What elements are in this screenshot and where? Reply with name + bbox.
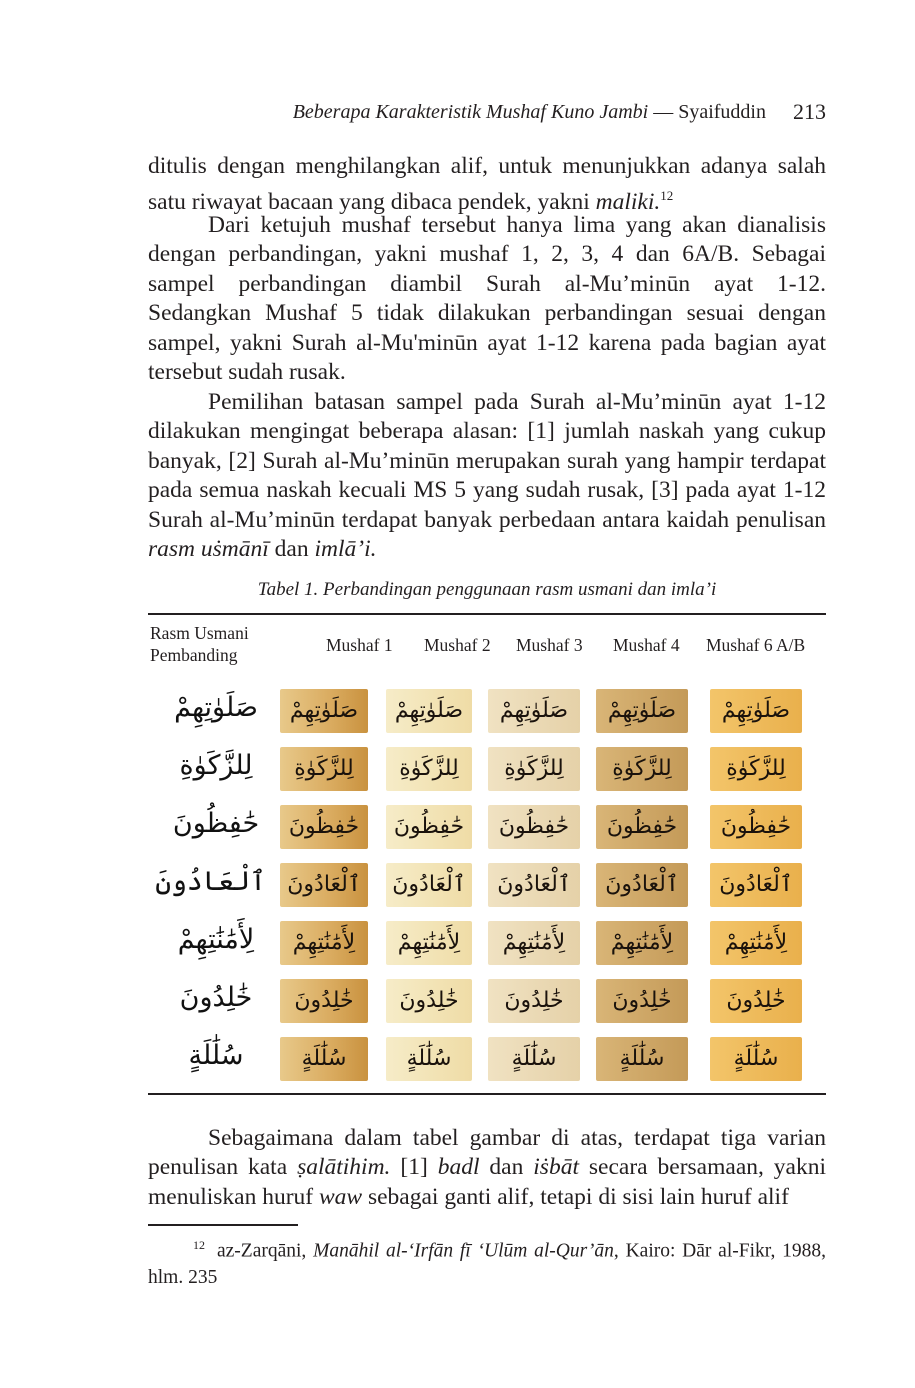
paragraph-3-italic-2: imlā’i. [314, 536, 377, 563]
table-bottom-rule [148, 1093, 826, 1095]
reference-word: صَلَوٰتِهِمْ [174, 692, 258, 723]
reference-word: لِأَمَٰنَٰتِهِمْ [177, 924, 255, 955]
manuscript-image: لِأَمَٰنَٰتِهِمْ [386, 921, 472, 965]
manuscript-image: حَٰفِظُونَ [280, 805, 368, 849]
footnote-reference: 12 [660, 188, 674, 204]
manuscript-image: خَٰلِدُونَ [488, 979, 580, 1023]
paragraph-4-italic-4: waw [319, 1183, 363, 1210]
running-title-text: Beberapa Karakteristik Mushaf Kuno Jambi [292, 101, 649, 123]
running-header [148, 97, 826, 127]
footnote-number: 12 [193, 1238, 205, 1252]
footnote [148, 1232, 826, 1291]
paragraph-4-text: Sebagaimana dalam tabel gambar di atas, terdapat tiga varian penulisan kata [148, 1125, 826, 1181]
manuscript-image: حَٰفِظُونَ [710, 805, 802, 849]
table-row [158, 1031, 818, 1087]
table-row [158, 741, 818, 797]
paragraph-4-italic-2: badl [437, 1154, 480, 1181]
manuscript-image: ٱلْعَادُونَ [710, 863, 802, 907]
table-header [148, 622, 826, 672]
manuscript-image: لِلزَّكَوٰةِ [386, 747, 472, 791]
manuscript-image: لِلزَّكَوٰةِ [488, 747, 580, 791]
manuscript-image: ٱلْعَادُونَ [596, 863, 688, 907]
footnote-rest: , Kairo: Dār al-Fikr, 1988, hlm. 235 [148, 1240, 827, 1288]
paragraph-4-text-4: secara bersamaan, yakni menuliskan huruf [148, 1154, 827, 1210]
footnote-title: Manāhil al-‘Irfān fī ‘Ulūm al-Qur’ān [313, 1240, 614, 1262]
manuscript-image: خَٰلِدُونَ [596, 979, 688, 1023]
table-caption: Tabel 1. Perbandingan penggunaan rasm usmani dan imla’i [257, 579, 717, 600]
manuscript-image: ٱلْعَادُونَ [488, 863, 580, 907]
paragraph-4-italic-1: ṣalātihim. [297, 1154, 391, 1181]
paragraph-1-italic: maliki. [595, 189, 661, 216]
paragraph-2-text: Dari ketujuh mushaf tersebut hanya lima yang akan dianalisis dengan perbandingan, yakni mushaf 1, 2, 3, 4 dan 6A/B. Sebagai sampel perbandingan diambil Surah al-Mu’minūn ayat 1-12. Sedangkan Mushaf 5 tidak dilakukan perbandingan sesuai dengan sampel, yakni Surah al-Mu'minūn ayat 1-12 karena pada bagian ayat tersebut sudah rusak. [148, 212, 826, 386]
paragraph-1-text: ditulis dengan menghilangkan alif, untuk menunjukkan adanya salah satu riwayat bacaan yang dibaca pendek, yakni [148, 153, 826, 216]
manuscript-image: خَٰلِدُونَ [710, 979, 802, 1023]
manuscript-image: خَٰلِدُونَ [386, 979, 472, 1023]
manuscript-image: صَلَوٰتِهِمْ [386, 689, 472, 733]
manuscript-image: حَٰفِظُونَ [488, 805, 580, 849]
manuscript-image: صَلَوٰتِهِمْ [488, 689, 580, 733]
manuscript-image: لِأَمَٰنَٰتِهِمْ [596, 921, 688, 965]
column-header-mushaf-3: Mushaf 3 [516, 635, 583, 655]
table-row [158, 973, 818, 1029]
paragraph-4-text-3: dan [479, 1154, 534, 1181]
column-header-mushaf-2: Mushaf 2 [424, 635, 491, 655]
footnote-author: az-Zarqāni, [217, 1240, 314, 1262]
manuscript-image: خَٰلِدُونَ [280, 979, 368, 1023]
manuscript-image: لِلزَّكَوٰةِ [596, 747, 688, 791]
manuscript-image: صَلَوٰتِهِمْ [710, 689, 802, 733]
manuscript-comparison-grid [155, 683, 818, 1085]
paragraph-2 [148, 211, 826, 387]
footnote-rule [148, 1224, 298, 1226]
running-title-author: Syaifuddin [678, 101, 766, 123]
reference-word: لِلزَّكَوٰةِ [179, 750, 253, 781]
manuscript-image: لِأَمَٰنَٰتِهِمْ [280, 921, 368, 965]
table-row [155, 857, 818, 913]
paragraph-4-text-5: sebagai ganti alif, tetapi di sisi lain huruf alif [362, 1183, 789, 1210]
manuscript-image: لِلزَّكَوٰةِ [280, 747, 368, 791]
paragraph-4 [148, 1124, 826, 1212]
column-header-mushaf-4: Mushaf 4 [613, 635, 680, 655]
manuscript-image: سُلَٰلَةٍ [280, 1037, 368, 1081]
manuscript-image: لِأَمَٰنَٰتِهِمْ [710, 921, 802, 965]
manuscript-image: لِلزَّكَوٰةِ [710, 747, 802, 791]
manuscript-image: سُلَٰلَةٍ [488, 1037, 580, 1081]
manuscript-image: سُلَٰلَةٍ [596, 1037, 688, 1081]
paragraph-3-mid: dan [268, 536, 315, 563]
paragraph-3-text: Pemilihan batasan sampel pada Surah al-Mu’minūn ayat 1-12 dilakukan mengingat beberapa alasan: [1] jumlah naskah yang cukup banyak, [2] Surah al-Mu’minūn merupakan surah yang hampir terdapat pada semua naskah kecuali MS 5 yang sudah rusak, [3] pada ayat 1-12 Surah al-Mu’minūn terdapat banyak perbedaan antara kaidah penulisan [148, 389, 826, 533]
manuscript-image: صَلَوٰتِهِمْ [596, 689, 688, 733]
manuscript-image: سُلَٰلَةٍ [710, 1037, 802, 1081]
paragraph-3 [148, 388, 826, 564]
manuscript-image: حَٰفِظُونَ [596, 805, 688, 849]
page-number: 213 [793, 99, 826, 124]
table-row [158, 683, 818, 739]
header-line-2: Pembanding [150, 645, 238, 665]
manuscript-image: لِأَمَٰنَٰتِهِمْ [488, 921, 580, 965]
reference-word: حَٰفِظُونَ [172, 808, 260, 839]
column-header-mushaf-1: Mushaf 1 [326, 635, 393, 655]
paragraph-1 [148, 152, 826, 218]
column-header-mushaf-6: Mushaf 6 A/B [706, 635, 806, 655]
manuscript-image: صَلَوٰتِهِمْ [280, 689, 368, 733]
manuscript-image: ٱلْعَادُونَ [386, 863, 472, 907]
running-title-separator: — [648, 101, 679, 123]
manuscript-image: سُلَٰلَةٍ [386, 1037, 472, 1081]
manuscript-image: ٱلْعَادُونَ [280, 863, 368, 907]
reference-word: خَٰلِدُونَ [179, 982, 253, 1013]
paragraph-4-text-2: [1] [390, 1154, 438, 1181]
reference-word: ٱلْعَادُونَ [155, 866, 266, 897]
reference-word: سُلَٰلَةٍ [188, 1040, 244, 1071]
running-title [293, 101, 766, 124]
header-line-1: Rasm Usmani [150, 623, 249, 643]
table-row [158, 915, 818, 971]
table-top-rule [148, 613, 826, 615]
paragraph-3-italic-1: rasm uṡmānī [148, 536, 269, 563]
table-header-reference [150, 622, 249, 666]
table-row [158, 799, 818, 855]
paragraph-4-italic-3: iṡbāt [533, 1154, 579, 1181]
manuscript-image: حَٰفِظُونَ [386, 805, 472, 849]
